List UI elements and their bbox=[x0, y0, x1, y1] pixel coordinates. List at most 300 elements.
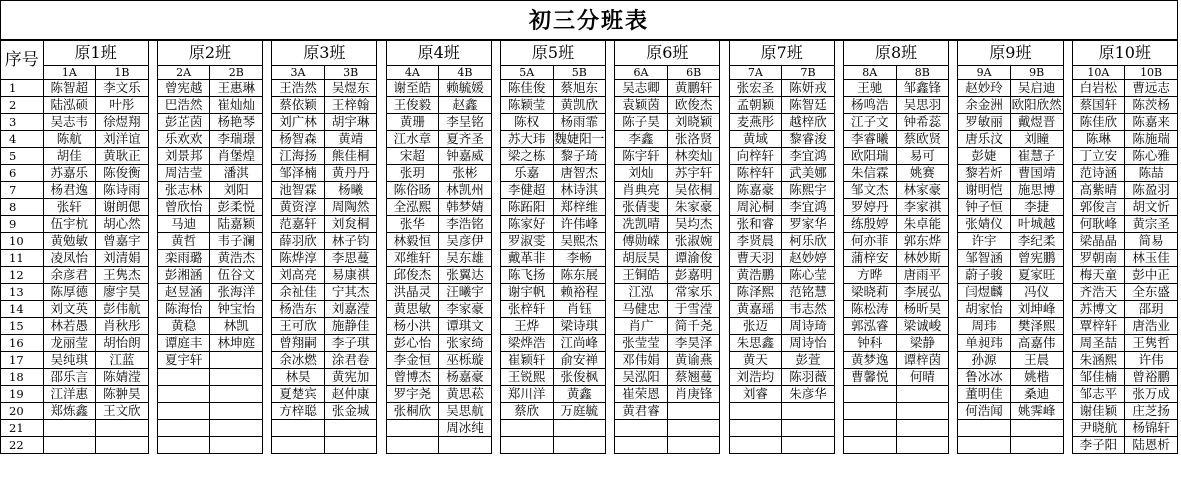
student-cell: 朱彦华 bbox=[782, 386, 835, 403]
student-cell: 胡心然 bbox=[96, 216, 149, 233]
student-cell: 李纪柔 bbox=[1010, 233, 1063, 250]
student-cell: 傅勋嵘 bbox=[615, 233, 668, 250]
student-cell: 许宇 bbox=[958, 233, 1011, 250]
student-cell: 王隽哲 bbox=[1125, 335, 1178, 352]
student-cell: 单昶玮 bbox=[958, 335, 1011, 352]
student-cell: 赵鑫 bbox=[439, 97, 492, 114]
student-cell: 张和睿 bbox=[729, 216, 782, 233]
student-cell: 周玮 bbox=[958, 318, 1011, 335]
student-cell: 尹晓航 bbox=[1072, 420, 1125, 437]
student-cell: 刘清娟 bbox=[96, 250, 149, 267]
student-cell: 陈喆 bbox=[1125, 165, 1178, 182]
student-cell: 杨艳琴 bbox=[210, 114, 263, 131]
student-cell: 赵仲康 bbox=[324, 386, 377, 403]
student-cell bbox=[96, 420, 149, 437]
student-cell: 陈飞扬 bbox=[500, 267, 553, 284]
student-cell bbox=[958, 437, 1011, 454]
subclass-header-9b: 9B bbox=[1010, 66, 1063, 80]
student-cell: 曾翔嗣 bbox=[272, 335, 325, 352]
student-cell: 赵昱涵 bbox=[157, 284, 210, 301]
student-cell bbox=[896, 403, 949, 420]
student-cell: 林诗淇 bbox=[553, 182, 606, 199]
student-cell: 蔡欧贤 bbox=[896, 131, 949, 148]
student-cell bbox=[210, 420, 263, 437]
student-cell: 齐浩天 bbox=[1072, 284, 1125, 301]
student-cell: 李文乐 bbox=[96, 80, 149, 97]
student-cell: 梁诚峻 bbox=[896, 318, 949, 335]
student-cell: 范嘉轩 bbox=[272, 216, 325, 233]
student-cell: 陈俗旸 bbox=[386, 182, 439, 199]
subclass-header-10b: 10B bbox=[1125, 66, 1178, 80]
student-cell: 赵妙玲 bbox=[958, 80, 1011, 97]
student-cell: 陈航 bbox=[43, 131, 96, 148]
student-cell: 戴煜晋 bbox=[1010, 114, 1063, 131]
student-cell: 熊佳桐 bbox=[324, 148, 377, 165]
student-cell: 魏婕阳一 bbox=[554, 131, 605, 146]
student-cell: 吴熙杰 bbox=[553, 233, 606, 250]
student-cell: 胡宇琳 bbox=[324, 114, 377, 131]
group-gap bbox=[949, 41, 958, 454]
student-cell bbox=[157, 420, 210, 437]
student-cell bbox=[43, 437, 96, 454]
student-cell: 胡怡朗 bbox=[96, 335, 149, 352]
student-cell: 刘嘉滢 bbox=[324, 301, 377, 318]
student-cell: 黄勉敏 bbox=[43, 233, 96, 250]
student-cell: 武美娜 bbox=[782, 165, 835, 182]
table-row bbox=[1, 284, 1178, 301]
student-cell: 黄哲 bbox=[157, 233, 210, 250]
student-cell: 蔡依颖 bbox=[272, 97, 325, 114]
student-cell: 许伟峰 bbox=[553, 216, 606, 233]
student-cell: 方梓聪 bbox=[272, 403, 325, 420]
student-cell: 黄域 bbox=[729, 131, 782, 148]
student-cell bbox=[1010, 437, 1063, 454]
table-row bbox=[1, 80, 1178, 97]
student-cell bbox=[43, 420, 96, 437]
student-cell: 周圣喆 bbox=[1072, 335, 1125, 352]
subclass-header-7a: 7A bbox=[729, 66, 782, 80]
subclass-header-5a: 5A bbox=[500, 66, 553, 80]
student-cell: 梁烨浩 bbox=[500, 335, 553, 352]
student-cell: 陈琳 bbox=[1072, 131, 1125, 148]
student-cell: 陈施瑞 bbox=[1125, 131, 1178, 148]
student-cell: 陈嘉豪 bbox=[729, 182, 782, 199]
student-cell: 崔慧子 bbox=[1010, 148, 1063, 165]
student-cell: 施静佳 bbox=[324, 318, 377, 335]
subclass-header-6a: 6A bbox=[615, 66, 668, 80]
student-cell: 黄君睿 bbox=[615, 403, 668, 420]
student-cell bbox=[615, 437, 668, 454]
student-cell: 宁其杰 bbox=[324, 284, 377, 301]
student-cell bbox=[157, 437, 210, 454]
student-cell: 谢明恺 bbox=[958, 182, 1011, 199]
student-cell: 周洁莹 bbox=[157, 165, 210, 182]
row-number: 14 bbox=[1, 301, 44, 318]
student-cell: 欧阳欣然 bbox=[1011, 97, 1062, 112]
group-header-4: 原4班 bbox=[386, 41, 491, 66]
student-cell: 吴志韦 bbox=[43, 114, 96, 131]
row-number: 4 bbox=[1, 131, 44, 148]
row-number: 17 bbox=[1, 352, 44, 369]
student-cell: 周诗琦 bbox=[782, 318, 835, 335]
student-cell: 王惠琳 bbox=[210, 80, 263, 97]
student-cell: 林凯州 bbox=[439, 182, 492, 199]
student-cell: 吴思羽 bbox=[896, 97, 949, 114]
student-cell: 朱信霖 bbox=[843, 165, 896, 182]
student-cell: 潘淇 bbox=[210, 165, 263, 182]
student-cell: 丁立安 bbox=[1072, 148, 1125, 165]
student-cell: 李鑫 bbox=[615, 131, 668, 148]
student-cell: 陈嘉来 bbox=[1125, 114, 1178, 131]
student-cell: 鲁冰冰 bbox=[958, 369, 1011, 386]
student-cell: 江子文 bbox=[843, 114, 896, 131]
student-cell: 廖宇昊 bbox=[96, 284, 149, 301]
student-cell bbox=[210, 386, 263, 403]
student-cell bbox=[500, 420, 553, 437]
table-row bbox=[1, 97, 1178, 114]
student-cell: 江泓 bbox=[615, 284, 668, 301]
group-gap bbox=[720, 41, 729, 454]
student-cell: 梁晶晶 bbox=[1072, 233, 1125, 250]
student-cell: 何浩闻 bbox=[958, 403, 1011, 420]
student-cell: 范铭慧 bbox=[782, 284, 835, 301]
student-cell: 巴浩然 bbox=[157, 97, 210, 114]
student-cell: 池智霖 bbox=[272, 182, 325, 199]
student-cell: 陈海怡 bbox=[157, 301, 210, 318]
student-cell: 曾嘉宇 bbox=[96, 233, 149, 250]
student-cell: 欧阳瑞 bbox=[843, 148, 896, 165]
student-cell: 曾博杰 bbox=[386, 369, 439, 386]
student-cell bbox=[843, 403, 896, 420]
student-cell: 李贤晨 bbox=[729, 233, 782, 250]
student-cell bbox=[386, 437, 439, 454]
student-cell: 张宏圣 bbox=[729, 80, 782, 97]
student-cell: 刘坤峰 bbox=[1010, 301, 1063, 318]
student-cell: 崔荣恩 bbox=[615, 386, 668, 403]
student-cell: 郭东烨 bbox=[896, 233, 949, 250]
student-cell: 李子阳 bbox=[1072, 437, 1125, 454]
student-cell: 陈俊衡 bbox=[96, 165, 149, 182]
student-cell: 张婧仪 bbox=[958, 216, 1011, 233]
group-header-2: 原2班 bbox=[157, 41, 262, 66]
student-cell: 梅天童 bbox=[1072, 267, 1125, 284]
student-cell: 陈翀昊 bbox=[96, 386, 149, 403]
student-cell bbox=[157, 403, 210, 420]
student-cell: 罗家华 bbox=[782, 216, 835, 233]
student-cell: 彭萱 bbox=[782, 352, 835, 369]
student-cell: 黄凯欣 bbox=[553, 97, 606, 114]
student-cell: 李家祺 bbox=[896, 199, 949, 216]
student-cell: 许伟 bbox=[1125, 352, 1178, 369]
student-cell: 郑川洋 bbox=[500, 386, 553, 403]
student-cell: 杨嘉豪 bbox=[439, 369, 492, 386]
student-cell bbox=[272, 420, 325, 437]
subclass-header-3a: 3A bbox=[272, 66, 325, 80]
student-cell: 陈盈羽 bbox=[1125, 182, 1178, 199]
student-cell: 宋超 bbox=[386, 148, 439, 165]
student-cell: 肖广 bbox=[615, 318, 668, 335]
student-cell: 朱涵熙 bbox=[1072, 352, 1125, 369]
student-cell: 陈权 bbox=[500, 114, 553, 131]
student-cell: 曾宪越 bbox=[157, 80, 210, 97]
student-cell: 邹智涵 bbox=[958, 250, 1011, 267]
student-cell: 王隽杰 bbox=[96, 267, 149, 284]
student-cell: 夏宇轩 bbox=[157, 352, 210, 369]
student-cell: 夏楚宾 bbox=[272, 386, 325, 403]
student-cell: 向梓轩 bbox=[729, 148, 782, 165]
subclass-header-4a: 4A bbox=[386, 66, 439, 80]
student-cell: 黄梦逸 bbox=[843, 352, 896, 369]
student-cell: 李宜鸿 bbox=[782, 199, 835, 216]
student-cell bbox=[896, 386, 949, 403]
student-cell: 薛羽欣 bbox=[272, 233, 325, 250]
student-cell: 张金城 bbox=[324, 403, 377, 420]
student-cell: 苏嘉乐 bbox=[43, 165, 96, 182]
student-cell: 罗宇尧 bbox=[386, 386, 439, 403]
student-cell: 白岩松 bbox=[1072, 80, 1125, 97]
student-cell: 陈羽薇 bbox=[782, 369, 835, 386]
student-cell: 罗朝南 bbox=[1072, 250, 1125, 267]
student-cell: 刘睿 bbox=[729, 386, 782, 403]
student-cell bbox=[896, 420, 949, 437]
group-header-10: 原10班 bbox=[1072, 41, 1177, 66]
student-cell: 黄宪加 bbox=[324, 369, 377, 386]
student-cell: 杨昕昊 bbox=[896, 301, 949, 318]
student-cell: 肖堡煌 bbox=[210, 148, 263, 165]
student-cell: 曾裕鹏 bbox=[1125, 369, 1178, 386]
student-cell: 庄芝扬 bbox=[1125, 403, 1178, 420]
row-number: 8 bbox=[1, 199, 44, 216]
student-cell: 易康祺 bbox=[324, 267, 377, 284]
student-cell: 张华 bbox=[386, 216, 439, 233]
student-cell: 张倩斐 bbox=[615, 199, 668, 216]
student-cell bbox=[896, 437, 949, 454]
student-cell: 蔡国轩 bbox=[1072, 97, 1125, 114]
student-cell: 唐智杰 bbox=[553, 165, 606, 182]
group-header-8: 原8班 bbox=[843, 41, 948, 66]
student-cell: 郑炼鑫 bbox=[43, 403, 96, 420]
student-cell: 林若愚 bbox=[43, 318, 96, 335]
student-cell: 夏家旺 bbox=[1010, 267, 1063, 284]
student-cell: 余金洲 bbox=[958, 97, 1011, 114]
student-cell: 柯乐欣 bbox=[782, 233, 835, 250]
student-cell: 冯仪 bbox=[1010, 284, 1063, 301]
table-row bbox=[1, 369, 1178, 386]
student-cell: 黄耿正 bbox=[96, 148, 149, 165]
student-cell: 冼凯晴 bbox=[615, 216, 668, 233]
student-cell: 谭庭丰 bbox=[157, 335, 210, 352]
student-cell: 邓维轩 bbox=[386, 250, 439, 267]
student-cell: 张志林 bbox=[157, 182, 210, 199]
student-cell: 高嘉伟 bbox=[1010, 335, 1063, 352]
student-cell: 王文欣 bbox=[96, 403, 149, 420]
student-cell: 李展弘 bbox=[896, 284, 949, 301]
student-cell: 吴泓阳 bbox=[615, 369, 668, 386]
student-cell: 李昊泽 bbox=[667, 335, 720, 352]
group-header-9: 原9班 bbox=[958, 41, 1063, 66]
table-row bbox=[1, 250, 1178, 267]
student-cell: 江洋惠 bbox=[43, 386, 96, 403]
student-cell: 邵乐言 bbox=[43, 369, 96, 386]
student-cell: 唐雨平 bbox=[896, 267, 949, 284]
student-cell: 李瑞璟 bbox=[210, 131, 263, 148]
student-cell: 夏齐圣 bbox=[439, 131, 492, 148]
group-gap bbox=[491, 41, 500, 454]
student-cell: 蔚子骏 bbox=[958, 267, 1011, 284]
row-number: 21 bbox=[1, 420, 44, 437]
student-cell bbox=[667, 420, 720, 437]
student-cell: 黄资淳 bbox=[272, 199, 325, 216]
student-cell: 江海扬 bbox=[272, 148, 325, 165]
student-cell: 谢宇帆 bbox=[500, 284, 553, 301]
student-cell: 周陶然 bbox=[324, 199, 377, 216]
student-cell: 刘洋谊 bbox=[96, 131, 149, 148]
student-cell: 范诗涵 bbox=[1072, 165, 1125, 182]
student-cell: 钟希蕊 bbox=[896, 114, 949, 131]
student-cell: 林毅恒 bbox=[386, 233, 439, 250]
student-cell: 周沁桐 bbox=[729, 199, 782, 216]
student-cell: 林子钧 bbox=[324, 233, 377, 250]
student-cell: 易可 bbox=[896, 148, 949, 165]
student-cell: 凌凤怡 bbox=[43, 250, 96, 267]
student-cell: 李浩铭 bbox=[439, 216, 492, 233]
table-row bbox=[1, 148, 1178, 165]
student-cell: 张梓轩 bbox=[500, 301, 553, 318]
student-cell: 乐嘉 bbox=[500, 165, 553, 182]
group-header-1: 原1班 bbox=[43, 41, 148, 66]
student-cell: 李家豪 bbox=[439, 301, 492, 318]
student-cell: 林玉佳 bbox=[1125, 250, 1178, 267]
student-cell bbox=[843, 437, 896, 454]
student-cell: 韦志然 bbox=[782, 301, 835, 318]
student-cell: 蒲梓安 bbox=[843, 250, 896, 267]
student-cell: 徐煜翔 bbox=[96, 114, 149, 131]
student-cell: 崔颖轩 bbox=[500, 352, 553, 369]
student-cell: 张迈 bbox=[729, 318, 782, 335]
student-cell: 谢朗偲 bbox=[96, 199, 149, 216]
student-cell: 王驰 bbox=[843, 80, 896, 97]
student-cell: 郭泓睿 bbox=[843, 318, 896, 335]
student-cell: 张翼达 bbox=[439, 267, 492, 284]
table-row bbox=[1, 318, 1178, 335]
student-cell: 汪曦宇 bbox=[439, 284, 492, 301]
student-cell: 韩梦婧 bbox=[439, 199, 492, 216]
student-cell: 李宜鸿 bbox=[782, 148, 835, 165]
student-cell: 黄宗圣 bbox=[1125, 216, 1178, 233]
student-cell: 吴思航 bbox=[439, 403, 492, 420]
student-cell bbox=[96, 437, 149, 454]
student-cell: 龙丽莹 bbox=[43, 335, 96, 352]
row-number: 12 bbox=[1, 267, 44, 284]
student-cell: 吴志卿 bbox=[615, 80, 668, 97]
group-header-7: 原7班 bbox=[729, 41, 834, 66]
student-cell: 何耿峰 bbox=[1072, 216, 1125, 233]
row-number: 11 bbox=[1, 250, 44, 267]
row-number: 22 bbox=[1, 437, 44, 454]
student-cell bbox=[157, 386, 210, 403]
student-cell: 简易 bbox=[1125, 233, 1178, 250]
student-cell: 曹天羽 bbox=[729, 250, 782, 267]
student-cell: 李子琪 bbox=[324, 335, 377, 352]
student-cell: 王烨 bbox=[500, 318, 553, 335]
student-cell: 彭芷茵 bbox=[157, 114, 210, 131]
student-cell: 刘文英 bbox=[43, 301, 96, 318]
student-cell bbox=[843, 420, 896, 437]
student-cell: 黄天 bbox=[729, 352, 782, 369]
student-cell bbox=[386, 420, 439, 437]
student-cell: 谢佳颖 bbox=[1072, 403, 1125, 420]
student-cell: 苏大玮 bbox=[500, 131, 553, 148]
student-cell: 杨锦轩 bbox=[1125, 420, 1178, 437]
student-cell: 李呈铭 bbox=[439, 114, 492, 131]
student-cell: 陈佳欣 bbox=[1072, 114, 1125, 131]
student-cell: 王俊毅 bbox=[386, 97, 439, 114]
student-cell: 张轩 bbox=[43, 199, 96, 216]
student-cell: 张家绮 bbox=[439, 335, 492, 352]
student-cell bbox=[324, 420, 377, 437]
student-cell: 黎若炘 bbox=[958, 165, 1011, 182]
student-cell: 邱俊杰 bbox=[386, 267, 439, 284]
row-number: 13 bbox=[1, 284, 44, 301]
student-cell: 张莹莹 bbox=[615, 335, 668, 352]
student-cell: 黄浩杰 bbox=[210, 250, 263, 267]
table-row bbox=[1, 352, 1178, 369]
student-cell: 刘景邦 bbox=[157, 148, 210, 165]
table-row bbox=[1, 216, 1178, 233]
student-cell: 陈熙宇 bbox=[782, 182, 835, 199]
student-cell: 姚霁峰 bbox=[1010, 403, 1063, 420]
table-row bbox=[1, 335, 1178, 352]
table-row bbox=[1, 437, 1178, 454]
student-cell: 刘高亮 bbox=[272, 267, 325, 284]
table-row bbox=[1, 114, 1178, 131]
student-cell: 邹志平 bbox=[1072, 386, 1125, 403]
subclass-header-9a: 9A bbox=[958, 66, 1011, 80]
student-cell: 越梓欣 bbox=[782, 114, 835, 131]
group-gap bbox=[1063, 41, 1072, 454]
student-cell: 蔡欣 bbox=[500, 403, 553, 420]
student-cell: 黄鹏轩 bbox=[667, 80, 720, 97]
subclass-header-8b: 8B bbox=[896, 66, 949, 80]
student-cell: 陈子昊 bbox=[615, 114, 668, 131]
student-cell: 陆嘉颖 bbox=[210, 216, 263, 233]
student-cell bbox=[729, 437, 782, 454]
student-cell: 黄鑫 bbox=[553, 386, 606, 403]
row-number: 6 bbox=[1, 165, 44, 182]
student-cell: 马健忠 bbox=[615, 301, 668, 318]
student-cell bbox=[272, 437, 325, 454]
student-cell: 方晔 bbox=[843, 267, 896, 284]
student-cell bbox=[958, 420, 1011, 437]
student-cell: 樊泽熙 bbox=[1010, 318, 1063, 335]
subclass-header-1a: 1A bbox=[43, 66, 96, 80]
student-cell bbox=[553, 420, 606, 437]
table-row bbox=[1, 199, 1178, 216]
student-cell: 黄嘉瑶 bbox=[729, 301, 782, 318]
student-cell: 陈家好 bbox=[500, 216, 553, 233]
student-cell: 谭渝俊 bbox=[667, 250, 720, 267]
student-cell: 韦子澜 bbox=[210, 233, 263, 250]
subclass-header-2a: 2A bbox=[157, 66, 210, 80]
student-cell: 邹泽楠 bbox=[272, 165, 325, 182]
student-cell: 肖典亮 bbox=[615, 182, 668, 199]
student-cell: 罗婷丹 bbox=[843, 199, 896, 216]
student-cell: 桑迪 bbox=[1010, 386, 1063, 403]
student-cell bbox=[729, 403, 782, 420]
student-cell: 李捷 bbox=[1010, 199, 1063, 216]
student-cell: 邹文杰 bbox=[843, 182, 896, 199]
student-cell bbox=[667, 403, 720, 420]
